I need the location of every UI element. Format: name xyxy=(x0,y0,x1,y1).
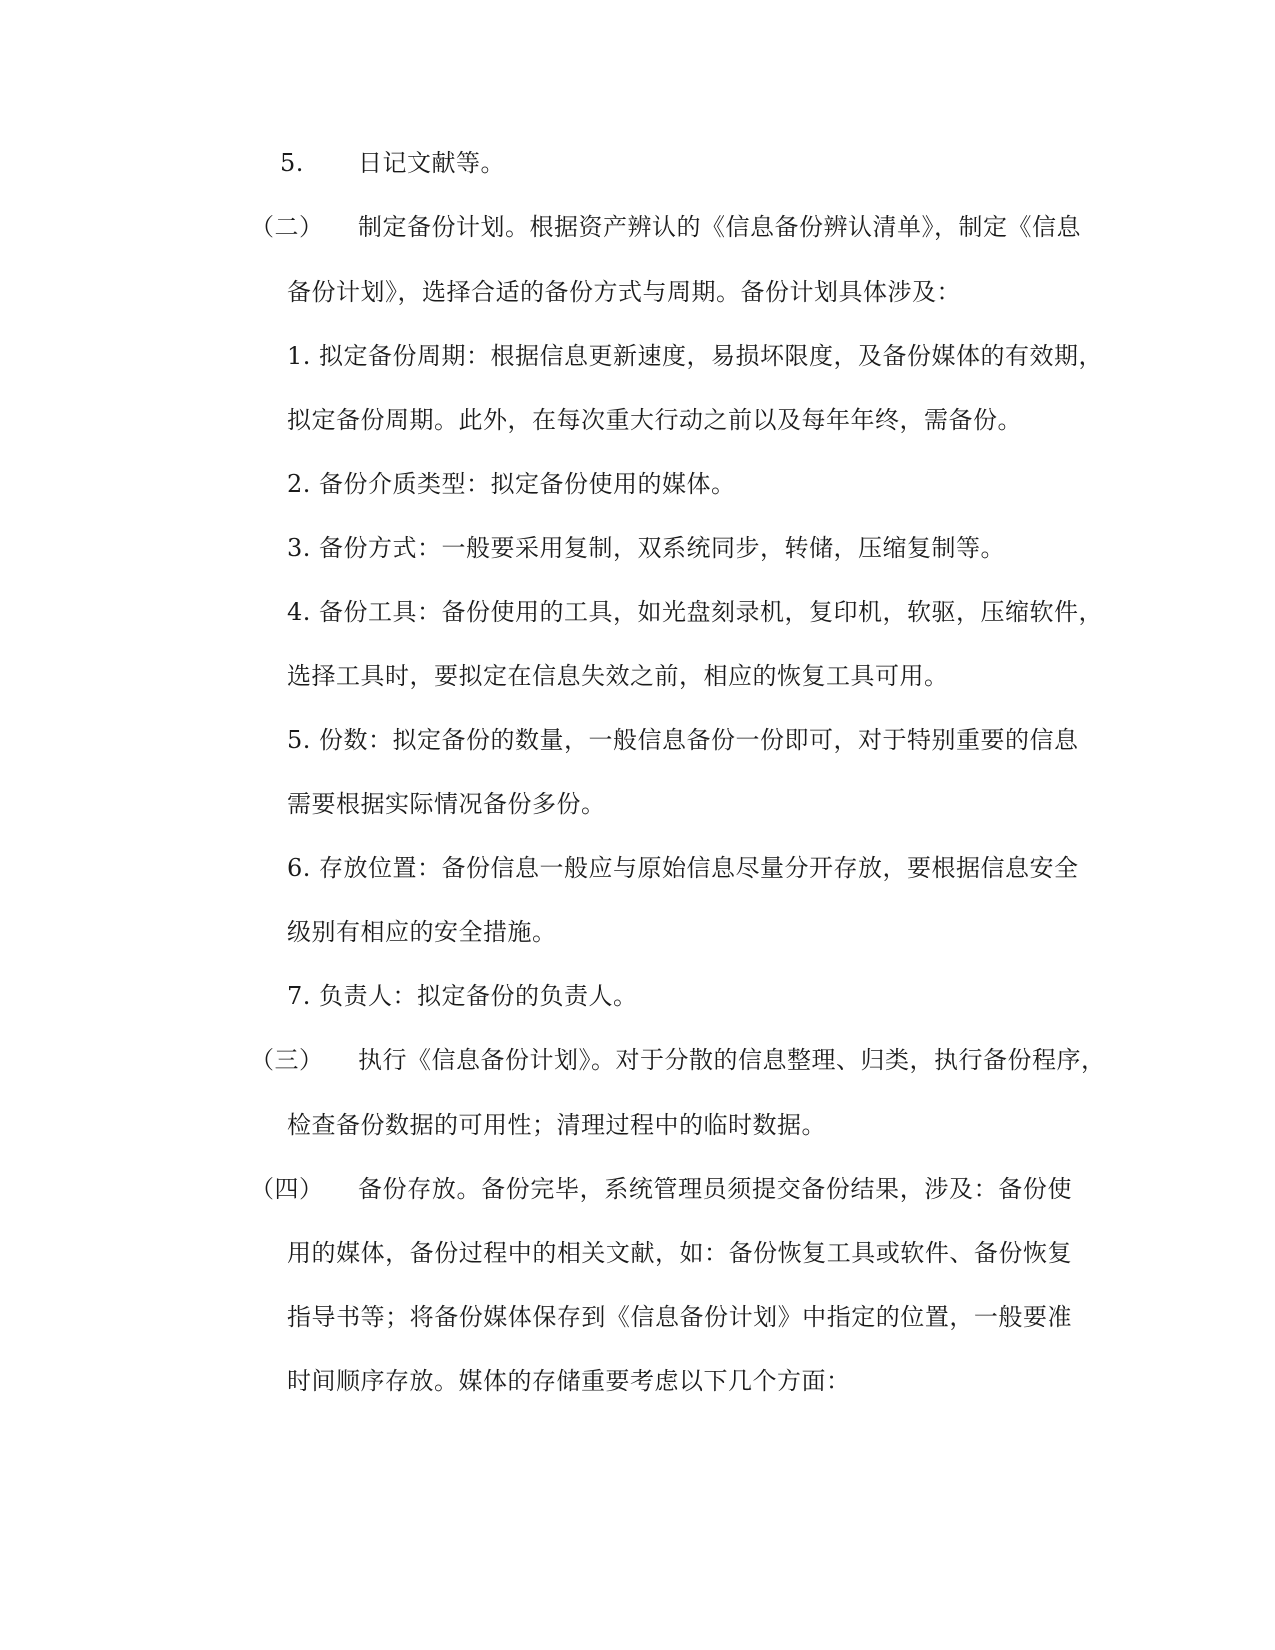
paragraph-line: 日记文献等。 xyxy=(358,149,505,177)
paragraph-line: 3. 备份方式：一般要采用复制，双系统同步，转储，压缩复制等。 xyxy=(287,534,1006,562)
paragraph-line: 制定备份计划。根据资产辨认的《信息备份辨认清单》，制定《信息 xyxy=(358,213,1081,241)
paragraph-line: 7. 负责人：拟定备份的负责人。 xyxy=(287,982,638,1010)
paragraph-line: 备份存放。备份完毕，系统管理员须提交备份结果，涉及：备份使 xyxy=(358,1175,1072,1203)
paragraph-line: 用的媒体，备份过程中的相关文献，如：备份恢复工具或软件、备份恢复 xyxy=(287,1239,1072,1267)
paragraph-line: 5. 份数：拟定备份的数量，一般信息备份一份即可，对于特别重要的信息 xyxy=(287,726,1079,754)
paragraph-line: 拟定备份周期。此外，在每次重大行动之前以及每年年终，需备份。 xyxy=(287,406,1022,434)
paragraph-line: 1. 拟定备份周期：根据信息更新速度，易损坏限度，及备份媒体的有效期， xyxy=(287,342,1104,370)
paragraph-line: 备份计划》，选择合适的备份方式与周期。备份计划具体涉及： xyxy=(287,278,961,306)
paragraph-line: 需要根据实际情况备份多份。 xyxy=(287,790,606,818)
paragraph-line: 级别有相应的安全措施。 xyxy=(287,918,557,946)
paragraph-line: 4. 备份工具：备份使用的工具，如光盘刻录机，复印机，软驱，压缩软件， xyxy=(287,598,1104,626)
list-marker: 5. xyxy=(280,149,304,177)
section-marker: （四） xyxy=(250,1175,324,1203)
paragraph-line: 时间顺序存放。媒体的存储重要考虑以下几个方面： xyxy=(287,1367,851,1395)
paragraph-line: 2. 备份介质类型：拟定备份使用的媒体。 xyxy=(287,470,736,498)
paragraph-line: 选择工具时，要拟定在信息失效之前，相应的恢复工具可用。 xyxy=(287,662,949,690)
section-marker: （二） xyxy=(250,213,324,241)
section-marker: （三） xyxy=(250,1046,324,1074)
paragraph-line: 指导书等；将备份媒体保存到《信息备份计划》中指定的位置，一般要准 xyxy=(287,1303,1072,1331)
paragraph-line: 执行《信息备份计划》。对于分散的信息整理、归类，执行备份程序， xyxy=(358,1046,1106,1074)
paragraph-line: 检查备份数据的可用性；清理过程中的临时数据。 xyxy=(287,1111,826,1139)
paragraph-line: 6. 存放位置：备份信息一般应与原始信息尽量分开存放，要根据信息安全 xyxy=(287,854,1079,882)
